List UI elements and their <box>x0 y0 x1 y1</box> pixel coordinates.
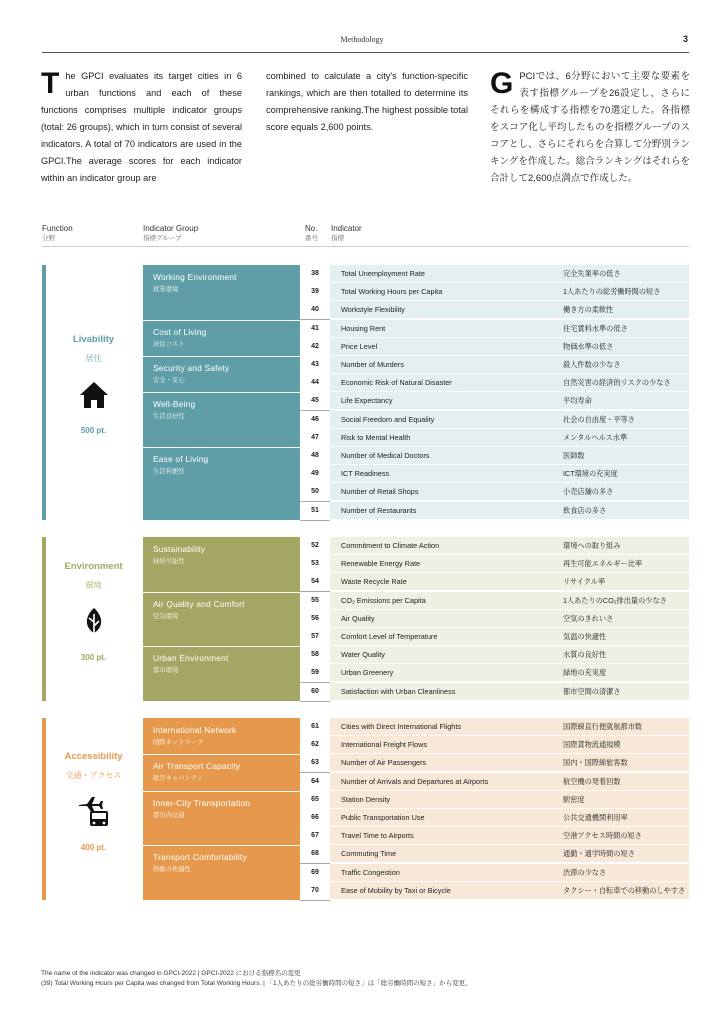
indicator-group <box>143 392 300 447</box>
indicator-name-ja: 住宅賃料水準の低さ <box>563 323 628 333</box>
indicator-name-ja: 気温の快適性 <box>563 632 607 641</box>
function-name: Environment <box>64 560 123 572</box>
indicator-name: Number of Medical Doctors <box>341 451 430 460</box>
column-header-group <box>143 224 198 244</box>
indicator-group <box>143 791 300 846</box>
indicator-row <box>300 628 689 646</box>
indicator-row <box>300 754 689 772</box>
indicator-name: Economic Risk of Natural Disaster <box>341 378 452 388</box>
header-rule <box>42 52 689 53</box>
indicator-name: Number of Air Passengers <box>341 758 427 768</box>
indicator-name-ja: ICT環境の充実度 <box>563 469 618 479</box>
indicator-name: Social Freedom and Equality <box>341 414 435 424</box>
indicator-name-ja: 公共交通機関利用率 <box>563 813 628 822</box>
indicator-row <box>300 320 689 338</box>
indicator-name: Travel Time to Airports <box>341 831 414 841</box>
indicator-name-ja: 都市空間の清潔さ <box>563 686 621 696</box>
indicator-number: 39 <box>300 283 330 302</box>
indicator-row <box>300 610 689 628</box>
indicator-row <box>300 592 689 610</box>
indicator-name: Commitment to Climate Action <box>341 541 440 550</box>
indicator-group-name: Urban Environment <box>153 653 229 664</box>
indicator-group-name: Working Environment <box>153 272 237 282</box>
indicator-name: Satisfaction with Urban Cleanliness <box>341 686 456 696</box>
indicator-name-ja: 1人あたりの総労働時間の短さ <box>563 287 661 297</box>
leaf-icon <box>77 605 111 639</box>
indicator-row <box>300 465 689 483</box>
drop-cap: T <box>41 67 60 100</box>
indicator-number: 58 <box>300 646 330 665</box>
indicator-group-name: Air Quality and Comfort <box>153 598 245 609</box>
indicator-number: 49 <box>300 465 330 484</box>
indicator-group-name: Sustainability <box>153 544 206 554</box>
indicator-name: Waste Recycle Rate <box>341 577 407 587</box>
function-name-ja: 環境 <box>85 580 102 590</box>
column-label-ja: 番号 <box>305 235 318 242</box>
indicator-name: Total Unemployment Rate <box>341 269 425 278</box>
indicator-row-background <box>330 610 689 628</box>
indicator-name-ja: 国内・国際線旅客数 <box>563 758 628 768</box>
indicator-group-name-ja: 生活良好性 <box>153 413 185 421</box>
group-divider <box>143 646 300 647</box>
function-section-livability <box>42 265 689 520</box>
function-name: Livability <box>72 334 115 346</box>
indicator-row <box>300 411 689 429</box>
indicator-name-ja: 再生可能エネルギー比率 <box>563 559 643 569</box>
drop-cap: G <box>490 67 514 100</box>
indicator-row <box>300 736 689 754</box>
indicator-name-ja: 小売店舗の多さ <box>563 487 614 497</box>
indicator-name-ja: 環境への取り組み <box>563 541 621 550</box>
indicator-name: Number of Retail Shops <box>341 487 419 497</box>
function-points: 500 pt. <box>80 426 107 436</box>
indicator-name: Total Working Hours per Capita <box>341 287 443 297</box>
indicator-name: Housing Rent <box>341 323 386 333</box>
function-label <box>36 561 151 662</box>
indicator-name: Urban Greenery <box>341 668 394 678</box>
indicator-name: Life Expectancy <box>341 396 393 406</box>
indicator-number: 46 <box>300 411 330 430</box>
function-label <box>36 334 151 435</box>
house-icon <box>77 378 111 412</box>
column-label-ja: 指標 <box>331 235 344 242</box>
column-label: Indicator <box>331 224 362 233</box>
indicator-row <box>300 864 689 882</box>
indicator-row <box>300 356 689 374</box>
column-label-ja: 指標グループ <box>143 235 182 242</box>
indicator-name-ja: 航空機の発着回数 <box>563 776 621 786</box>
indicator-group-column <box>143 718 300 900</box>
indicator-row <box>300 845 689 863</box>
indicator-number: 42 <box>300 338 330 357</box>
indicator-name-ja: 国際線直行便就航都市数 <box>563 722 643 731</box>
page-section-title: Methodology <box>340 35 384 44</box>
group-divider <box>143 447 300 448</box>
indicator-number: 52 <box>300 537 330 556</box>
indicator-row <box>300 374 689 392</box>
group-divider <box>143 392 300 393</box>
indicator-name-ja: 飲食店の多さ <box>563 505 607 515</box>
indicator-row <box>300 537 689 555</box>
indicator-name-ja: 空港アクセス時間の短さ <box>563 831 642 841</box>
group-divider <box>143 356 300 357</box>
function-name: Accessibility <box>64 751 123 762</box>
indicator-row <box>300 882 689 900</box>
indicator-name-ja: 医師数 <box>563 451 585 460</box>
indicator-name: Renewable Energy Rate <box>341 559 421 569</box>
indicator-name: Air Quality <box>341 613 375 623</box>
indicator-name-ja: タクシー・自転車での移動のしやすさ <box>563 885 686 895</box>
intro-text: he GPCI evaluates its target cities in 6 urban functions and each of these functions comprises multiple indicator groups (total: 26 groups), which in turn consist of several indicators. A total of 70 indicators are used in the GPCI.The average scores for each indicator within an indicator group are <box>41 71 242 183</box>
intro-text: combined to calculate a city's function-specific rankings, which are then totalled to determine its comprehensive ranking.The highest possible total score equals 2,600 points. <box>266 71 468 132</box>
function-name-ja: 居住 <box>85 354 102 364</box>
indicator-name-ja: 完全失業率の低さ <box>563 269 621 278</box>
indicator-group <box>143 718 300 754</box>
indicator-group-name-ja: 安全・安心 <box>153 377 185 384</box>
group-divider <box>143 592 300 593</box>
indicator-name: Workstyle Flexibility <box>341 305 405 315</box>
group-divider <box>143 791 300 792</box>
indicator-row <box>300 646 689 664</box>
indicator-row <box>300 502 689 520</box>
indicator-group-name-ja: 就業環境 <box>153 286 179 293</box>
indicator-group-name-ja: 航空キャパシティ <box>153 775 203 783</box>
indicator-group-name-ja: 国際ネットワーク <box>153 739 204 746</box>
indicator-group-name-ja: 空気環境 <box>153 612 179 620</box>
indicator-row <box>300 483 689 501</box>
indicator-row <box>300 791 689 809</box>
indicator-name: Water Quality <box>341 650 385 660</box>
indicator-row <box>300 338 689 356</box>
indicator-group-name: Ease of Living <box>153 454 209 464</box>
indicator-row <box>300 392 689 410</box>
indicator-row <box>300 429 689 447</box>
function-label <box>36 751 151 852</box>
group-divider <box>143 754 300 755</box>
indicator-name-ja: 社会の自由度・平等さ <box>563 414 635 424</box>
indicator-group <box>143 646 300 701</box>
function-section-environment <box>42 537 689 701</box>
indicator-number: 48 <box>300 447 330 466</box>
column-label: Indicator Group <box>143 224 199 233</box>
indicator-group-name: Air Transport Capacity <box>153 761 241 772</box>
indicator-number: 59 <box>300 664 330 683</box>
indicator-number: 41 <box>300 320 330 339</box>
indicator-name: Price Level <box>341 341 378 351</box>
indicator-group <box>143 845 300 900</box>
indicator-row <box>300 827 689 845</box>
indicator-number: 62 <box>300 736 330 755</box>
indicator-number: 56 <box>300 610 330 629</box>
indicator-name-ja: 平均寿命 <box>563 396 592 406</box>
indicator-group <box>143 754 300 790</box>
indicator-group-name-ja: 都市環境 <box>153 667 179 675</box>
indicator-row <box>300 809 689 827</box>
indicator-name: Commuting Time <box>341 849 397 859</box>
indicator-row <box>300 555 689 573</box>
function-section-accessibility <box>42 718 689 900</box>
indicator-name-ja: 1人あたりのCO₂排出量の少なさ <box>563 595 667 605</box>
indicator-name: Public Transportation Use <box>341 813 425 822</box>
indicator-group-name-ja: 移動の快適性 <box>153 866 191 874</box>
indicator-group-name: Cost of Living <box>153 326 207 337</box>
column-header-rule <box>42 246 689 247</box>
indicator-number: 45 <box>300 392 330 411</box>
indicator-row <box>300 718 689 736</box>
indicator-number: 47 <box>300 429 330 448</box>
column-label: No. <box>305 224 318 233</box>
column-label-ja: 分野 <box>42 235 55 242</box>
indicator-number: 64 <box>300 773 330 792</box>
column-label: Function <box>42 224 73 233</box>
indicator-name: Number of Arrivals and Departures at Airports <box>341 776 489 786</box>
indicator-group <box>143 356 300 392</box>
indicator-number: 50 <box>300 483 330 502</box>
indicator-group-column <box>143 537 300 701</box>
indicator-name-ja: 殺人件数の少なさ <box>563 360 621 369</box>
indicator-number: 65 <box>300 791 330 810</box>
indicator-group-name-ja: 居住コスト <box>153 340 185 348</box>
page-header <box>0 35 724 47</box>
indicator-name: Risk to Mental Health <box>341 432 411 442</box>
indicator-name-ja: 自然災害の経済的リスクの少なさ <box>563 378 671 388</box>
indicator-name: Number of Murders <box>341 360 404 369</box>
indicator-group-name-ja: 生活利便性 <box>153 468 185 475</box>
indicator-group <box>143 320 300 356</box>
indicator-name: Number of Restaurants <box>341 505 417 515</box>
column-header-function <box>42 224 73 244</box>
intro-japanese <box>490 68 690 187</box>
indicator-name-ja: 緑地の充実度 <box>563 668 607 678</box>
footnote-line: The name of the indicator was changed in GPCI-2022 | GPCI-2022 における指標名の変更 <box>41 970 301 977</box>
indicator-number: 51 <box>300 502 330 521</box>
indicator-group-name: Transport Comfortability <box>153 852 247 863</box>
indicator-name: International Freight Flows <box>341 740 427 750</box>
indicator-number: 61 <box>300 718 330 737</box>
indicator-number: 38 <box>300 265 330 284</box>
footnote-line: (39) Total Working Hours per Capita was changed from Total Working Hours. | 「1人あたりの総労働時間の短さ」は「総労働時間の短さ」から変更。 <box>41 980 472 987</box>
indicator-number: 68 <box>300 845 330 864</box>
indicator-number: 44 <box>300 374 330 393</box>
indicator-name: Station Density <box>341 794 391 804</box>
indicator-name: ICT Readiness <box>341 469 390 479</box>
indicator-number: 54 <box>300 573 330 592</box>
indicator-row <box>300 683 689 701</box>
indicator-number: 70 <box>300 882 330 901</box>
indicator-name-ja: 物価水準の低さ <box>563 341 614 351</box>
indicator-group <box>143 447 300 520</box>
indicator-name-ja: 空気のきれいさ <box>563 613 614 623</box>
function-name-ja: 交通・アクセス <box>65 771 122 780</box>
indicator-group-name: Inner-City Transportation <box>153 797 251 808</box>
column-header-no <box>305 224 318 244</box>
intro-text: PCIでは、6分野において主要な要素を表す指標グループを26設定し、さらにそれらを構成する指標を70選定した。各指標をスコア化し平均したものを指標グループのスコアとし、さらにそれらを合算して分野別ランキングを作成した。総合ランキングはそれらを合計して2,600点満点で作成した。 <box>490 71 690 184</box>
indicator-group-name-ja: 都市内交通 <box>153 811 185 819</box>
indicator-group-name: Security and Safety <box>153 363 230 373</box>
indicator-row <box>300 301 689 319</box>
indicator-name-ja: 水質の良好性 <box>563 650 607 660</box>
indicator-number: 55 <box>300 592 330 611</box>
indicator-number: 60 <box>300 683 330 702</box>
indicator-number: 69 <box>300 864 330 883</box>
indicator-name-ja: 渋滞の少なさ <box>563 867 607 877</box>
indicator-name: Cities with Direct International Flights <box>341 722 462 731</box>
indicator-row <box>300 265 689 283</box>
intro-english-col2 <box>266 68 468 136</box>
indicator-name-ja: 国際貨物流通規模 <box>563 740 621 750</box>
plane-bus-icon <box>77 795 111 829</box>
indicator-name-ja: 通勤・通学時間の短さ <box>563 849 635 859</box>
indicator-number: 40 <box>300 301 330 320</box>
indicator-number: 66 <box>300 809 330 828</box>
function-points: 300 pt. <box>80 652 107 662</box>
indicator-name: Ease of Mobility by Taxi or Bicycle <box>341 885 451 895</box>
indicator-row <box>300 664 689 682</box>
indicator-name-ja: 駅密度 <box>563 794 585 804</box>
indicator-group-column <box>143 265 300 520</box>
indicator-row-background <box>330 338 689 356</box>
indicator-number: 57 <box>300 628 330 647</box>
indicator-name: Traffic Congestion <box>341 867 400 877</box>
indicator-group-name: International Network <box>153 725 237 735</box>
indicator-name-ja: リサイクル率 <box>563 577 606 587</box>
group-divider <box>143 320 300 321</box>
indicator-name: CO₂ Emissions per Capita <box>341 595 426 605</box>
indicator-number: 63 <box>300 754 330 773</box>
indicator-name-ja: 働き方の柔軟性 <box>563 305 614 315</box>
group-divider <box>143 845 300 846</box>
indicator-group-name: Well-Being <box>153 399 196 410</box>
indicator-group <box>143 592 300 647</box>
indicator-name-ja: メンタルヘルス水準 <box>563 432 628 442</box>
indicator-number: 43 <box>300 356 330 375</box>
indicator-group <box>143 537 300 592</box>
footnote <box>41 969 472 989</box>
indicator-name: Comfort Level of Temperature <box>341 632 438 641</box>
indicator-row <box>300 447 689 465</box>
page-number: 3 <box>682 34 688 44</box>
indicator-group-name-ja: 持続可能性 <box>153 558 185 565</box>
indicator-group <box>143 265 300 320</box>
indicator-row <box>300 573 689 591</box>
function-points: 400 pt. <box>80 843 107 852</box>
indicator-row <box>300 283 689 301</box>
indicator-number: 67 <box>300 827 330 846</box>
indicator-number: 53 <box>300 555 330 574</box>
intro-english-col1 <box>41 68 242 187</box>
indicator-row <box>300 773 689 791</box>
column-header-indicator <box>331 224 362 244</box>
